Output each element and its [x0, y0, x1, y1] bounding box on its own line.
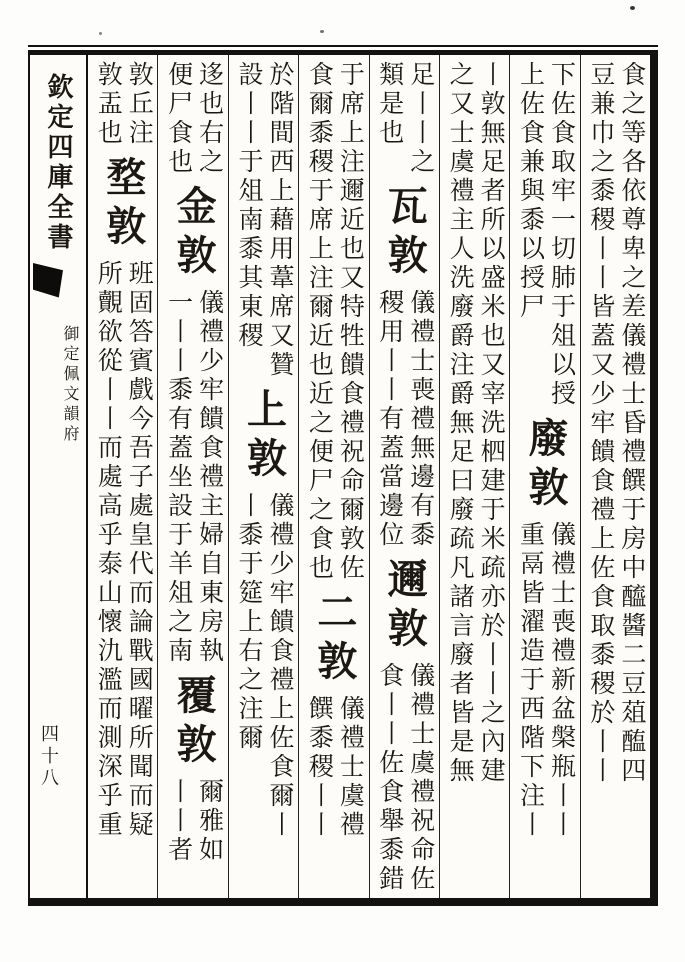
entry-headword: 瓦敦 [382, 185, 428, 283]
vertical-text-right: 於階間西上藉用葦席又贊 [265, 61, 293, 380]
annotation-pair [158, 289, 227, 666]
annotation-pair [370, 289, 439, 550]
vertical-text-right: 儀禮士喪禮新盆槃瓶丨丨 [547, 521, 575, 840]
vertical-text-left: 饌黍稷丨丨 [305, 695, 333, 840]
annotation-pair [299, 61, 368, 583]
ink-speck [630, 6, 635, 10]
text-column [439, 55, 509, 898]
entry-headword: 邇敦 [382, 558, 428, 656]
text-columns [88, 55, 650, 898]
annotation-pair [158, 61, 227, 177]
vertical-text-left: 類是也 [375, 61, 403, 148]
annotation-pair [370, 61, 439, 177]
vertical-text-right: 于席上注邇近也又特牲饋食禮祝命爾敦佐 [336, 61, 364, 583]
vertical-text-right: 丨敦無足者所以盛米也又宰洗柶建于米疏亦於丨丨之內建 [477, 61, 505, 786]
vertical-text-right: 儀禮少牢饋食禮上佐食爾丨 [265, 492, 293, 840]
vertical-text-left: 食爾黍稷于席上注爾近也近之便尸之食也 [305, 61, 333, 583]
text-column [228, 55, 298, 898]
vertical-text-left: 食丨丨佐食舉黍錯 [375, 662, 403, 894]
book-title: 御定佩文韻府 [61, 325, 78, 445]
vertical-text-left: 稷用丨丨有蓋當邊位 [375, 289, 403, 550]
vertical-text-right: 足丨丨之 [406, 61, 434, 177]
annotation-pair [299, 695, 368, 840]
text-column [580, 55, 650, 898]
vertical-text-right: 下佐食取牢一切肺于俎以授 [547, 61, 575, 409]
vertical-text-left: 丨黍于筵上右之注爾 [234, 492, 262, 753]
ink-speck [320, 30, 324, 33]
entry-headword: 金敦 [171, 185, 217, 283]
entry-headword: 上敦 [241, 388, 287, 486]
annotation-pair [88, 61, 157, 148]
vertical-text-left: 便尸食也 [164, 61, 192, 177]
entry-headword: 二敦 [311, 591, 357, 689]
vertical-text-left: 重鬲皆濯造于西階下注丨 [516, 521, 544, 840]
annotation-pair [158, 778, 227, 865]
vertical-text-right: 敦丘注 [125, 61, 153, 148]
vertical-text-left: 敦盂也 [94, 61, 122, 148]
text-column [369, 55, 439, 898]
folio-number: 四十八 [39, 724, 59, 790]
annotation-pair [510, 521, 579, 840]
vertical-text-left: 豆兼巾之黍稷丨丨皆蓋又少牢饋食禮上佐食取黍稷於丨丨 [586, 61, 614, 786]
text-column [298, 55, 368, 898]
annotation-pair [229, 61, 298, 380]
page-frame [28, 50, 658, 906]
text-column [88, 55, 157, 898]
vertical-text-right: 儀禮士虞禮 [336, 695, 364, 840]
fold-tab-icon [33, 263, 63, 299]
annotation-pair [510, 61, 579, 409]
text-column [157, 55, 227, 898]
entry-headword: 堥敦 [100, 156, 146, 254]
entry-headword: 覆敦 [171, 674, 217, 772]
collection-title: 欽定四庫全書 [44, 73, 73, 253]
vertical-text-left: 上佐食兼與黍以授尸 [516, 61, 544, 322]
text-column [509, 55, 579, 898]
vertical-text-right: 班固答賓戲今吾子處皇代而論戰國曜所聞而疑 [125, 260, 153, 840]
vertical-text-right: 儀禮士虞禮祝命佐 [406, 662, 434, 894]
left-margin-gutter [30, 55, 88, 898]
ink-speck [99, 32, 102, 35]
annotation-pair [370, 662, 439, 894]
vertical-text-left: 之又士虞禮主人洗廢爵注爵無足曰廢疏凡諸言廢者皆是無 [446, 61, 474, 786]
vertical-text-right: 迻也右之 [195, 61, 223, 177]
vertical-text-right: 儀禮少牢饋食禮主婦自東房執 [195, 289, 223, 666]
annotation-pair [88, 260, 157, 840]
annotation-pair [440, 61, 509, 786]
vertical-text-left: 設丨丨于俎南黍其東稷 [234, 61, 262, 351]
vertical-text-left: 一丨丨黍有蓋坐設于羊俎之南 [164, 289, 192, 666]
vertical-text-right: 儀禮士喪禮無邊有黍 [406, 289, 434, 550]
vertical-text-left: 所覿欲從丨丨而處高乎泰山懷氿濫而測深乎重 [94, 260, 122, 840]
annotation-pair [581, 61, 650, 786]
vertical-text-right: 食之等各依尊卑之差儀禮士昏禮饌于房中醯醬二豆葅醢四 [617, 61, 645, 786]
annotation-pair [229, 492, 298, 840]
vertical-text-left: 丨丨者 [164, 778, 192, 865]
entry-headword: 廢敦 [522, 417, 568, 515]
vertical-text-right: 爾雅如 [195, 778, 223, 865]
